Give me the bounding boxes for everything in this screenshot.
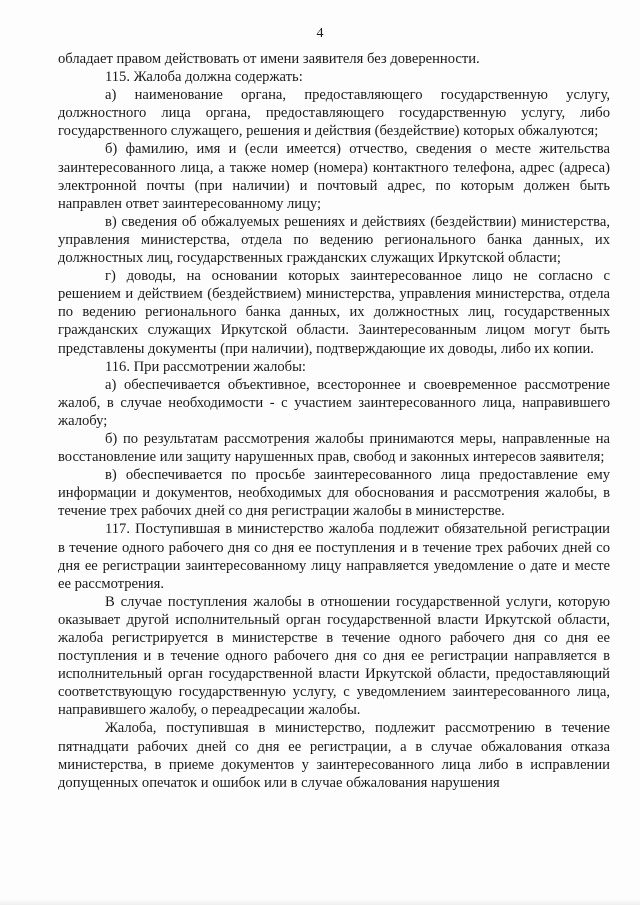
paragraph-116-a: а) обеспечивается объективное, всестороннее и своевременное рассмотрение жалоб, в случае необходимости - с участием заинтересованного лица, направившего жалобу; [58,376,610,429]
paragraph-117: 117. Поступившая в министерство жалоба подлежит обязательной регистрации в течение одного рабочего дня со дня ее поступления и в течение трех рабочих дней со дня ее регистрации заинтересованному лицу направляется уведомление о дате и месте ее рассмотрения. [58,521,610,592]
paragraph-115-v: в) сведения об обжалуемых решениях и действиях (бездействии) министерства, управления министерства, отдела по ведению регионального банка данных, их должностных лиц, государственных гражданских служащих Иркутской области; [58,213,610,267]
scan-bottom-edge [0,899,640,905]
paragraph-continuation: обладает правом действовать от имени заявителя без доверенности. [58,51,480,67]
paragraph-116-b: б) по результатам рассмотрения жалобы принимаются меры, направленные на восстановление или защиту нарушенных прав, свобод и законных интересов заявителя; [58,430,610,466]
paragraph-115-a: а) наименование органа, предоставляющего государственную услугу, должностного лица органа, предоставляющего государственную услугу, либо государственного служащего, решения и действия (бездействие) которых обжалуются; [58,87,610,140]
paragraph-115-g: г) доводы, на основании которых заинтересованное лицо не согласно с решением и действием (бездействием) министерства, управления министерства, отдела по ведению регионального банка данных, их должностных лиц, государственных гражданских служащих Иркутской области. Заинтересованным лицом могут быть представлены документы (при наличии), подтверждающие их доводы, либо их копии. [58,268,610,357]
paragraph-117-redirect: В случае поступления жалобы в отношении государственной услуги, которую оказывает другой исполнительный орган государственной власти Иркутской области, жалоба регистрируется в министерстве в течение одного рабочего дня со дня ее поступления и в течение одного рабочего дня со дня ее регистрации направляется в исполнительный орган государственной власти Иркутской области, предоставляющий соответствующую государственную услугу, с уведомлением заинтересованного лица, направившего жалобу, о переадресации жалобы. [58,593,610,719]
paragraph-116-v: в) обеспечивается по просьбе заинтересованного лица предоставление ему информации и документов, необходимых для обоснования и рассмотрения жалобы, в течение трех рабочих дней со дня регистрации жалобы в министерстве. [58,467,610,520]
paragraph-117-deadline: Жалоба, поступившая в министерство, подлежит рассмотрению в течение пятнадцати рабочих дней со дня ее регистрации, а в случае обжалования отказа министерства, в приеме документов у заинтересованного лица либо в исправлении допущенных опечаток и ошибок или в случае обжалования нарушения [58,720,610,791]
page-number: 4 [316,26,324,41]
paragraph-116-heading: 116. При рассмотрении жалобы: [105,358,306,375]
paragraph-115-heading: 115. Жалоба должна содержать: [105,69,303,86]
document-body [58,50,610,792]
paragraph-115-b: б) фамилию, имя и (если имеется) отчество, сведения о месте жительства заинтересованного лица, а также номер (номера) контактного телефона, адрес (адреса) электронной почты (при наличии) и почтовый адрес, по которым должен быть направлен ответ заинтересованному лицу; [58,141,610,212]
